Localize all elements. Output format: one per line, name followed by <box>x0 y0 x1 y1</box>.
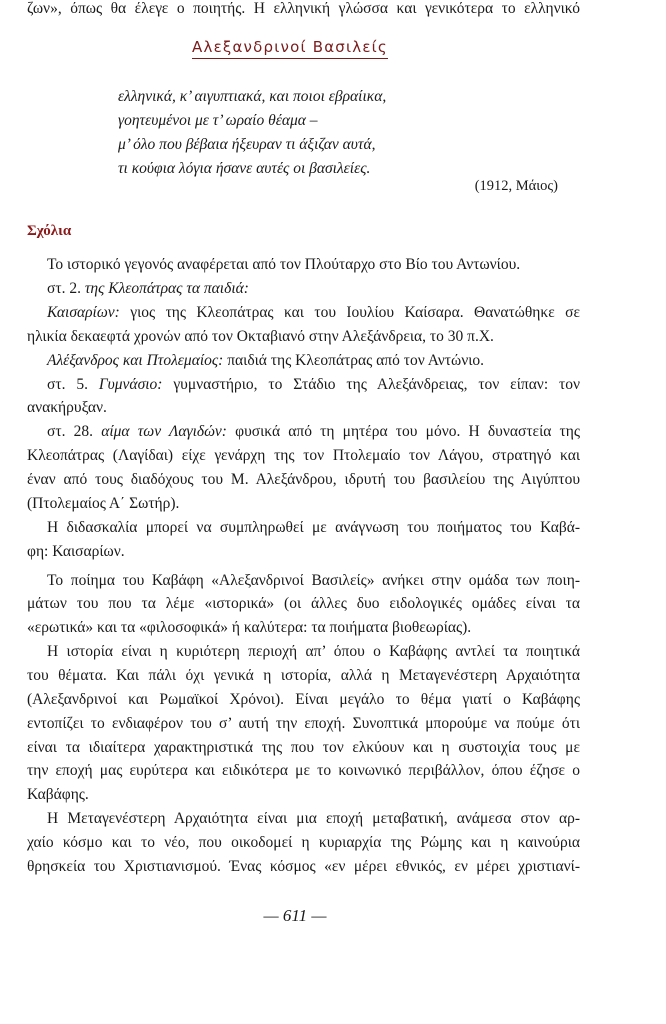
text-segment: ανακήρυξαν. <box>27 399 107 416</box>
italic-term: της Κλεοπάτρας τα παιδιά: <box>84 280 249 297</box>
text-line <box>47 423 580 441</box>
text-line <box>27 619 580 637</box>
poem-line: ελληνικά, κ’ αιγυπτιακά, και ποιοι εβραίικα, <box>118 88 387 105</box>
text-line <box>27 328 580 346</box>
poem-line: τι κούφια λόγια ήσανε αυτές οι βασιλείες. <box>118 160 371 177</box>
poem-line: μ’ όλο που βέβαια ήξευραν τι άξιζαν αυτά, <box>118 136 376 153</box>
text-line <box>27 495 580 513</box>
text-segment: Η Μεταγενέστερη Αρχαιότητα είναι μια εποχή μεταβατική, ανάμεσα στον αρ- <box>47 810 580 827</box>
header-title: Αλεξανδρινοί Βασιλείς <box>192 38 388 59</box>
text-line <box>27 858 580 876</box>
text-line <box>47 352 580 370</box>
text-line <box>47 519 580 537</box>
text-segment: παιδιά της Κλεοπάτρας από τον Αντώνιο. <box>223 352 485 369</box>
text-line <box>47 572 580 590</box>
text-line <box>27 471 580 489</box>
poem-line: γοητευμένοι με τ’ ωραίο θέαμα – <box>118 112 318 129</box>
poem-date: (1912, Μάιος) <box>474 178 558 194</box>
text-line <box>27 399 580 417</box>
text-segment: χαίο κόσμο και το νέο, που οικοδομεί η κυριαρχία της Ρώμης και η καινούρια <box>27 834 580 851</box>
text-segment: του θέματα. Και πάλι όχι γενικά η ιστορία, αλλά η Μεταγενέστερη Αρχαιότητα <box>27 667 580 684</box>
text-segment: στ. 2. <box>47 280 85 297</box>
text-line <box>27 786 580 804</box>
text-line <box>47 304 580 322</box>
text-line <box>47 810 580 828</box>
text-segment: στ. 28. <box>47 423 102 440</box>
text-segment: Το ιστορικό γεγονός αναφέρεται από τον Πλούταρχο στο Βίο του Αντωνίου. <box>47 256 521 273</box>
text-segment: «ερωτικά» και τα «φιλοσοφικά» ή καλύτερα: τα ποιήματα βιοθεωρίας). <box>27 619 472 636</box>
text-segment: γυμναστήριο, το Στάδιο της Αλεξάνδρειας, τον είπαν: τον <box>162 376 580 393</box>
page-number: — 611 — <box>263 906 327 925</box>
text-segment: Καβάφης. <box>27 786 89 803</box>
text-segment: Το ποίημα του Καβάφη «Αλεξανδρινοί Βασιλείς» ανήκει στην ομάδα των ποιη- <box>47 572 580 589</box>
text-line <box>27 595 580 613</box>
text-line <box>27 447 580 465</box>
text-segment: φυσικά από τη μητέρα του μόνο. Η δυναστεία της <box>226 423 580 440</box>
text-line <box>47 256 580 274</box>
text-line <box>27 739 580 757</box>
italic-term: Καισαρίων: <box>47 304 120 321</box>
text-line <box>27 543 580 561</box>
text-segment: (Πτολεμαίος Α΄ Σωτήρ). <box>27 495 180 512</box>
text-line <box>27 0 580 18</box>
text-segment: εντοπίζει το ενδιαφέρον του σ’ αυτή την εποχή. Συνοπτικά μπορούμε να πούμε ότι <box>27 715 580 732</box>
text-segment: (Αλεξανδρινοί και Ρωμαϊκοί Χρόνοι). Είναι μεγάλο το θέμα γιατί ο Καβάφης <box>27 691 580 708</box>
running-header <box>0 38 580 57</box>
text-segment: Η ιστορία είναι η κυριότερη περιοχή απ’ όπου ο Καβάφης αντλεί τα ποιητικά <box>47 643 580 660</box>
text-line <box>27 834 580 852</box>
text-line <box>27 667 580 685</box>
text-segment: ζων», όπως θα έλεγε ο ποιητής. Η ελληνική γλώσσα και γενικότερα το ελληνικό <box>27 0 580 17</box>
text-segment: είναι τα ιδιαίτερα χαρακτηριστικά της που τον ελκύουν και η συστοιχία τους με <box>27 739 580 756</box>
text-segment: γιος της Κλεοπάτρας και του Ιουλίου Καίσαρα. Θανατώθηκε σε <box>119 304 580 321</box>
text-line <box>27 715 580 733</box>
text-segment: φη: Καισαρίων. <box>27 543 125 560</box>
italic-term: Γυμνάσιο: <box>98 376 163 393</box>
text-line <box>27 762 580 780</box>
text-segment: την εποχή μας ευρύτερα και ειδικότερα με το κοινωνικό περιβάλλον, όπου έζησε ο <box>27 762 580 779</box>
text-segment: έναν από τους διαδόχους του Μ. Αλεξάνδρου, ιδρυτή του βασιλείου της Αιγύπτου <box>27 471 580 488</box>
text-segment: στ. 5. <box>47 376 99 393</box>
text-segment: μάτων του που τα λέμε «ιστορικά» (οι άλλες δυο ειδολογικές ομάδες είναι τα <box>27 595 580 612</box>
italic-term: Αλέξανδρος και Πτολεμαίος: <box>47 352 224 369</box>
text-line <box>47 280 580 298</box>
text-line <box>47 376 580 394</box>
text-segment: ηλικία δεκαεφτά χρονών από τον Οκταβιανό στην Αλεξάνδρεια, το 30 π.Χ. <box>27 328 494 345</box>
section-title: Σχόλια <box>27 223 72 239</box>
text-segment: Η διδασκαλία μπορεί να συμπληρωθεί με ανάγνωση του ποιήματος του Καβά- <box>47 519 580 536</box>
text-line <box>47 643 580 661</box>
text-segment: θρησκεία του Χριστιανισμού. Ένας κόσμος «εν μέρει εθνικός, εν μέρει χριστιανί- <box>27 858 580 875</box>
italic-term: αίμα των Λαγιδών: <box>101 423 227 440</box>
text-segment: Κλεοπάτρας (Λαγίδαι) είχε γενάρχη της τον Πτολεμαίο τον Λάγου, στρατηγό και <box>27 447 580 464</box>
text-line <box>27 691 580 709</box>
